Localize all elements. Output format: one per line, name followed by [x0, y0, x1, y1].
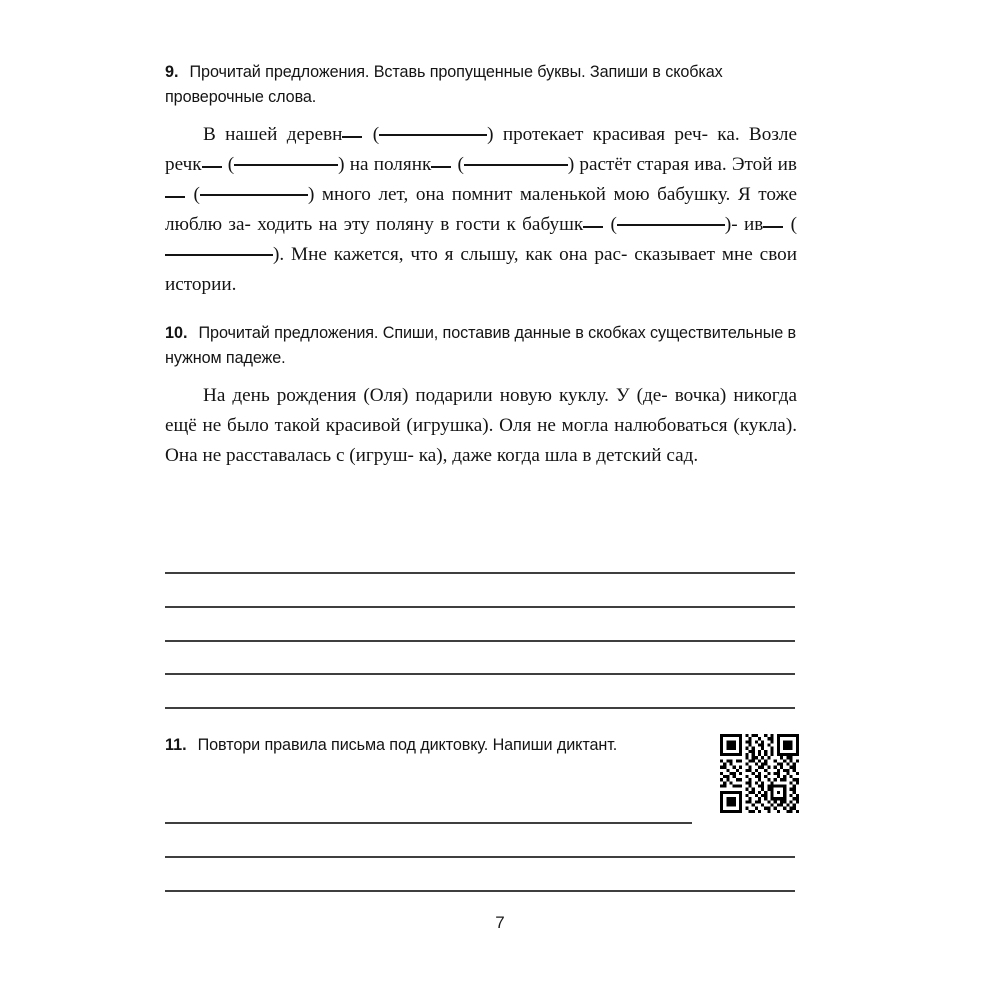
word-blank[interactable]	[165, 254, 273, 256]
exercise-11-instruction: Повтори правила письма под диктовку. Напиши диктант.	[197, 736, 618, 754]
answer-line[interactable]	[165, 572, 795, 574]
exercise-10-heading	[165, 321, 797, 371]
ex10-line2-text: вочка) никогда ещё не было такой красивой (игрушка). Оля	[165, 385, 797, 436]
ex9-line6-text-c: ). Мне кажется, что я слышу, как она рас-	[273, 244, 628, 265]
ex9-line2-text-d: (	[452, 154, 464, 175]
ex9-line7-text: сказывает мне свои истории.	[165, 244, 797, 295]
letter-blank[interactable]	[763, 226, 783, 228]
ex9-line5-text-b: (	[604, 214, 617, 235]
ex9-line3-text-c: ) много лет,	[307, 184, 409, 205]
exercise-11-heading	[165, 733, 695, 758]
ex9-line2-text-b: (	[222, 154, 235, 175]
exercise-9-instruction: Прочитай предложения. Вставь пропущенные буквы. Запиши в скобках проверочные слова.	[165, 63, 723, 106]
word-blank[interactable]	[379, 134, 487, 136]
exercise-10-body	[165, 381, 797, 471]
exercise-11-number: 11.	[165, 736, 187, 754]
ex9-line1-text-a: В нашей деревн	[203, 124, 343, 145]
ex9-line2-text-e: )	[567, 154, 575, 175]
answer-line[interactable]	[165, 640, 795, 642]
ex9-line5-text-c: )-	[724, 214, 738, 235]
ex9-line1-text-b: (	[363, 124, 380, 145]
ex10-line4-text: ка), даже когда шла в детский сад.	[418, 445, 699, 466]
ex10-line1-text: На день рождения (Оля) подарили новую куклу. У (де-	[203, 385, 668, 406]
exercise-9-body	[165, 120, 797, 300]
letter-blank[interactable]	[583, 226, 603, 228]
ex9-line3-text-b: (	[186, 184, 200, 205]
answer-line[interactable]	[165, 707, 795, 709]
exercise-10-instruction: Прочитай предложения. Спиши, поставив данные в скобках существительные в нужном падеже.	[165, 324, 797, 367]
exercise-9-number: 9.	[165, 63, 179, 81]
word-blank[interactable]	[200, 194, 308, 196]
letter-blank[interactable]	[202, 166, 222, 168]
ex9-line3-text-a: растёт старая ива. Этой ив	[579, 154, 797, 175]
ex9-line6-text-b: (	[784, 214, 798, 235]
word-blank[interactable]	[464, 164, 568, 166]
exercise-9-heading	[165, 60, 797, 110]
ex9-line2-text-c: ) на полянк	[338, 154, 432, 175]
letter-blank[interactable]	[431, 166, 451, 168]
ex9-line1-text-c: ) протекает красивая реч-	[487, 124, 708, 145]
ex10-line3-text: не могла налюбоваться (кукла). Она не расставалась с (игруш-	[165, 415, 798, 466]
answer-line[interactable]	[165, 606, 795, 608]
answer-line[interactable]	[165, 890, 795, 892]
page-content	[165, 60, 797, 471]
page-number: 7	[495, 913, 505, 932]
word-blank[interactable]	[234, 164, 338, 166]
exercise-10-number: 10.	[165, 324, 188, 342]
ex9-line6-text-a: ив	[744, 214, 764, 235]
ex9-line5-text-a: ходить на эту поляну в гости к бабушк	[257, 214, 584, 235]
answer-line[interactable]	[165, 856, 795, 858]
answer-line[interactable]	[165, 822, 692, 824]
word-blank[interactable]	[617, 224, 725, 226]
letter-blank[interactable]	[165, 196, 185, 198]
ex9-line2-text-a: ка. Возле речк	[165, 124, 797, 175]
ex9-line4-text: она помнит маленькой мою бабушку. Я тоже люблю за-	[165, 184, 797, 235]
letter-blank[interactable]	[342, 136, 362, 138]
answer-line[interactable]	[165, 673, 795, 675]
qr-code-icon[interactable]	[714, 734, 805, 813]
